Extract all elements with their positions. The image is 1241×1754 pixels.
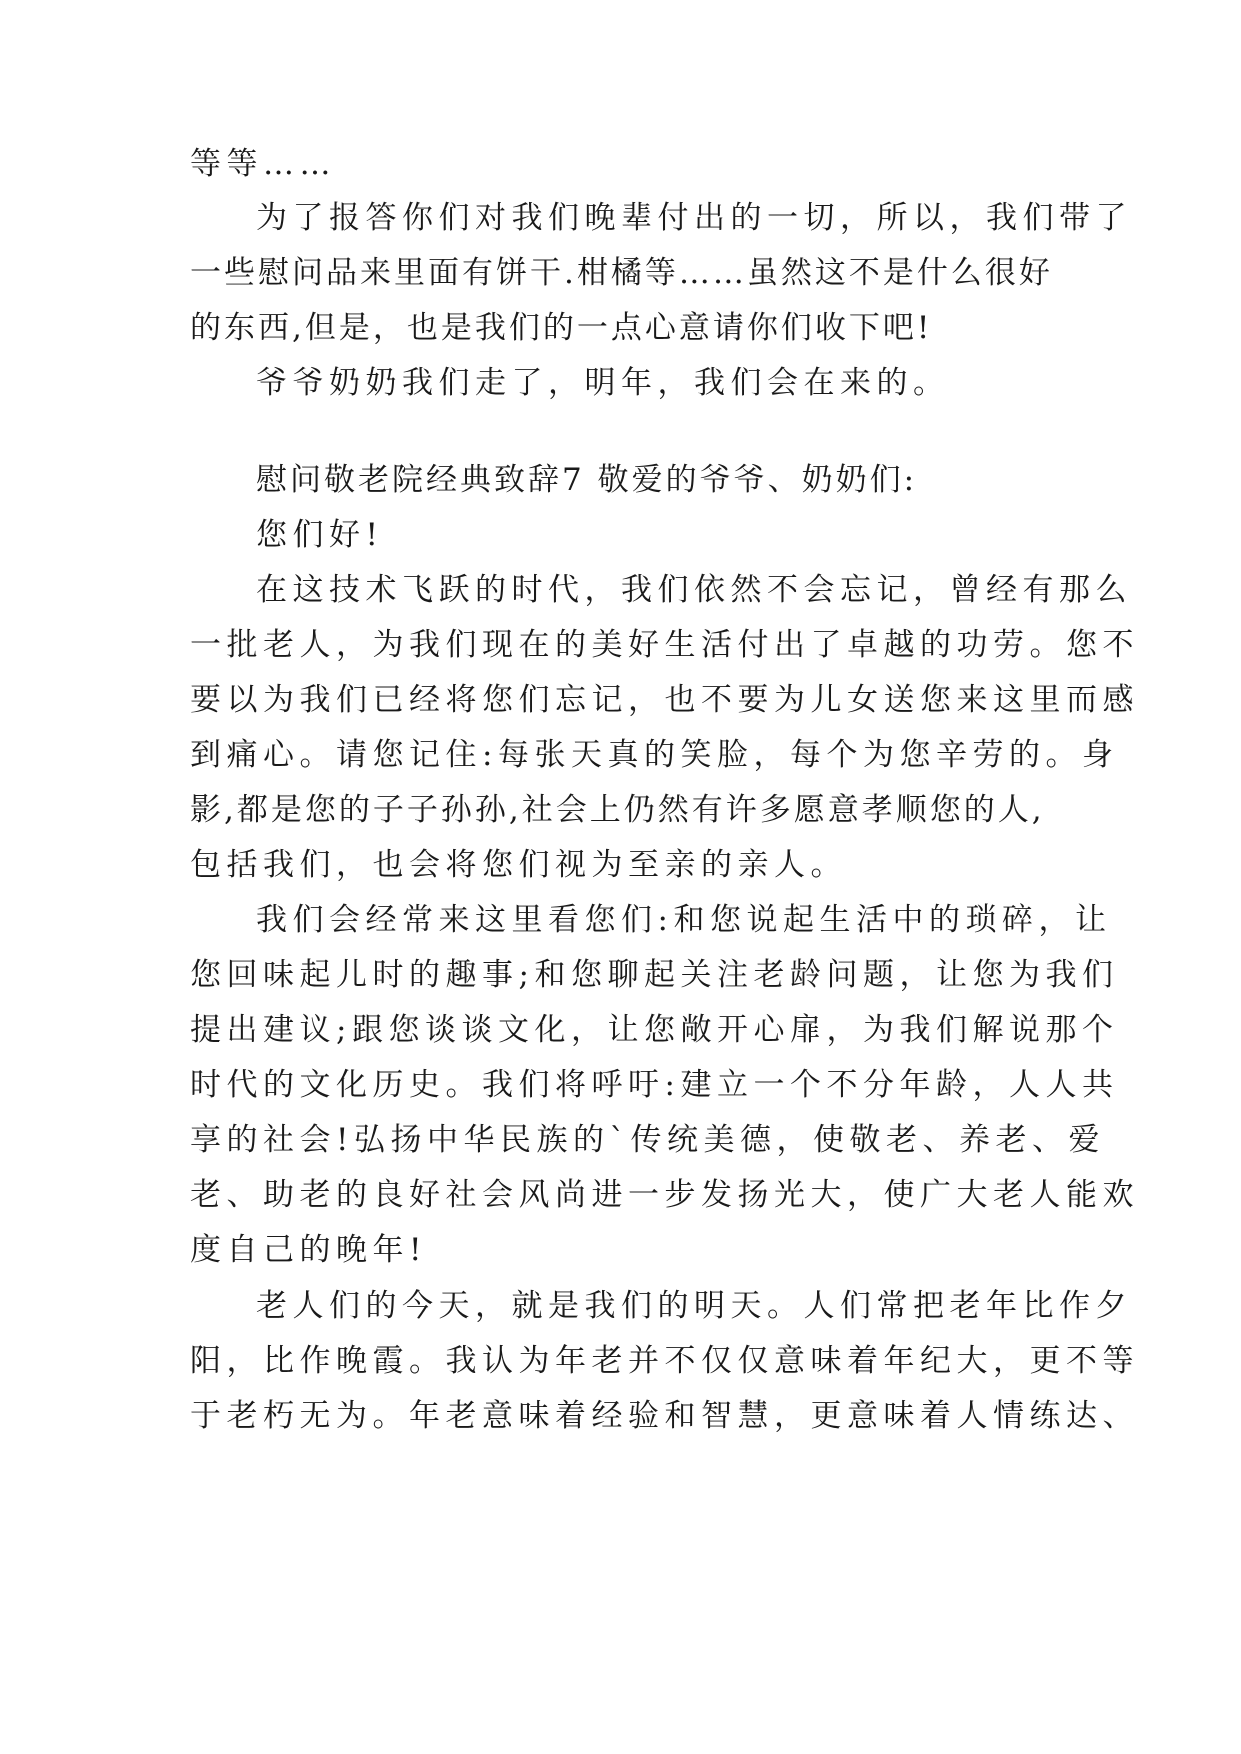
text-line: 于老朽无为。年老意味着经验和智慧，更意味着人情练达、 bbox=[190, 1398, 1139, 1434]
greeting-line: 您们好! bbox=[256, 517, 384, 553]
text-line: 时代的文化历史。我们将呼吁:建立一个不分年龄，人人共 bbox=[190, 1067, 1119, 1103]
text-line: 到痛心。请您记住:每张天真的笑脸，每个为您辛劳的。身 bbox=[190, 737, 1119, 773]
paragraph-line: 老人们的今天，就是我们的明天。人们常把老年比作夕 bbox=[256, 1288, 1132, 1324]
paragraph-line: 在这技术飞跃的时代，我们依然不会忘记，曾经有那么 bbox=[256, 572, 1132, 608]
text-line: 阳，比作晚霞。我认为年老并不仅仅意味着年纪大，更不等 bbox=[190, 1343, 1139, 1379]
paragraph-line: 爷爷奶奶我们走了，明年，我们会在来的。 bbox=[256, 365, 950, 401]
text-line: 享的社会!弘扬中华民族的`传统美德，使敬老、养老、爱 bbox=[190, 1122, 1105, 1158]
text-line: 一批老人，为我们现在的美好生活付出了卓越的功劳。您不 bbox=[190, 627, 1139, 663]
paragraph-line: 我们会经常来这里看您们:和您说起生活中的琐碎，让 bbox=[256, 902, 1112, 938]
text-line: 影,都是您的子子孙孙,社会上仍然有许多愿意孝顺您的人, bbox=[190, 792, 1045, 828]
text-line: 提出建议;跟您谈谈文化，让您敞开心扉，为我们解说那个 bbox=[190, 1012, 1119, 1048]
text-line: 一些慰问品来里面有饼干.柑橘等……虽然这不是什么很好 bbox=[190, 255, 1053, 291]
paragraph-line: 为了报答你们对我们晚辈付出的一切，所以，我们带了 bbox=[256, 200, 1132, 236]
section-heading: 慰问敬老院经典致辞7 敬爱的爷爷、奶奶们: bbox=[256, 462, 918, 498]
text-line: 要以为我们已经将您们忘记，也不要为儿女送您来这里而感 bbox=[190, 682, 1139, 718]
text-line: 度自己的晚年! bbox=[190, 1232, 427, 1268]
text-line: 的东西,但是，也是我们的一点心意请你们收下吧! bbox=[190, 310, 933, 346]
text-line: 老、助老的良好社会风尚进一步发扬光大，使广大老人能欢 bbox=[190, 1177, 1139, 1213]
text-line: 包括我们，也会将您们视为至亲的亲人。 bbox=[190, 847, 847, 883]
text-line: 您回味起儿时的趣事;和您聊起关注老龄问题，让您为我们 bbox=[190, 957, 1119, 993]
text-line: 等等…… bbox=[190, 146, 336, 182]
